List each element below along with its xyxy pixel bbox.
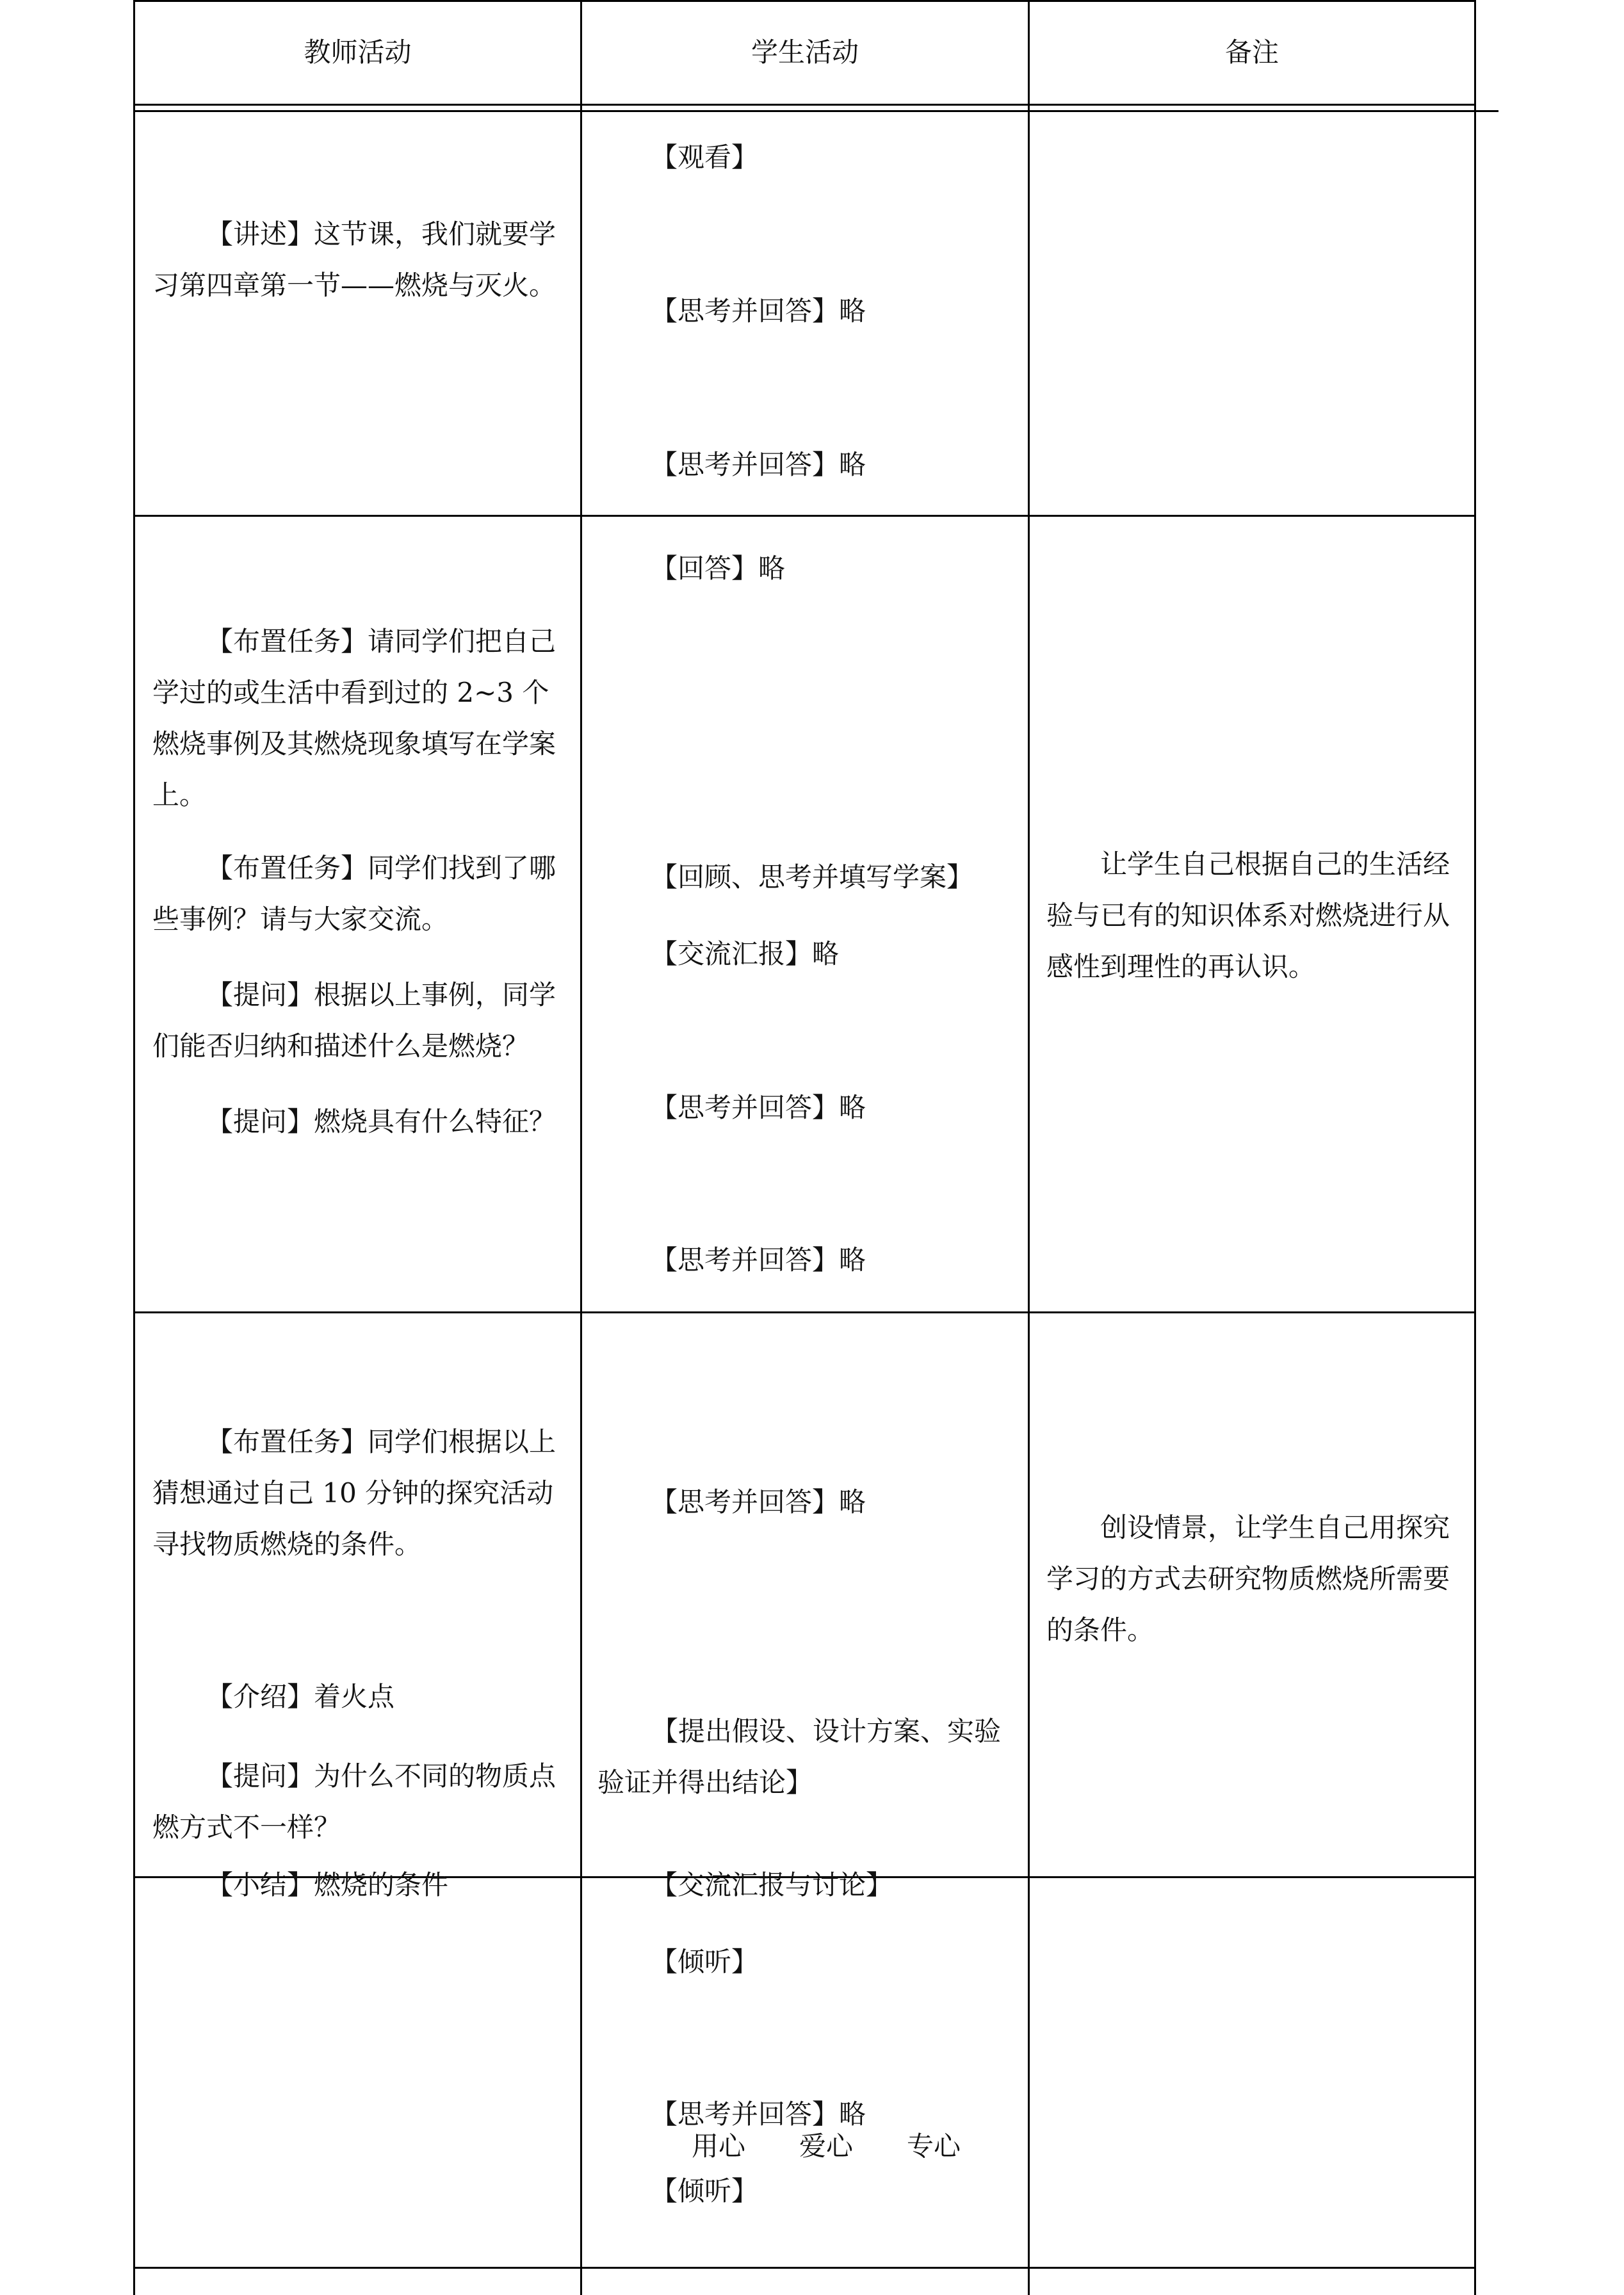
row3-student-think-answer: 【思考并回答】略 xyxy=(651,1486,866,1518)
header-divider-lower xyxy=(133,110,1498,112)
header-divider-upper xyxy=(133,104,1476,106)
row-divider-4 xyxy=(133,2267,1476,2269)
row3-notes: 创设情景，让学生自己用探究学习的方式去研究物质燃烧所需要的条件。 xyxy=(1046,1512,1450,1646)
header-student-activity: 学生活动 xyxy=(751,36,859,68)
footer-motto: 用心 爱心 专心 xyxy=(692,2130,961,2162)
row1-student-think-answer-1: 【思考并回答】略 xyxy=(651,295,866,327)
header-notes: 备注 xyxy=(1224,36,1279,68)
column-divider-2 xyxy=(1028,0,1030,2295)
row1-teacher-lecture: 【讲述】这节课，我们就要学习第四章第一节——燃烧与灭火。 xyxy=(152,218,556,301)
row-divider-1 xyxy=(133,515,1476,517)
row4-student-discussion: 【交流汇报与讨论】 xyxy=(651,1869,893,1901)
column-divider-1 xyxy=(580,0,582,2295)
row3-teacher-question: 【提问】为什么不同的物质点燃方式不一样？ xyxy=(152,1760,556,1843)
row2-student-review: 【回顾、思考并填写学案】 xyxy=(651,861,974,893)
header-teacher-activity: 教师活动 xyxy=(304,36,412,68)
row2-teacher-question-1: 【提问】根据以上事例，同学们能否归纳和描述什么是燃烧？ xyxy=(152,979,556,1062)
row2-student-answer: 【回答】略 xyxy=(651,553,786,584)
table-right-border xyxy=(1474,0,1476,2295)
table-left-border xyxy=(133,0,135,2295)
row3-teacher-task: 【布置任务】同学们根据以上猜想通过自己 10 分钟的探究活动寻找物质燃烧的条件。 xyxy=(152,1426,556,1560)
row-divider-2 xyxy=(133,1311,1476,1313)
table-top-border xyxy=(133,0,1476,2)
row2-notes: 让学生自己根据自己的生活经验与已有的知识体系对燃烧进行从感性到理性的再认识。 xyxy=(1046,848,1450,982)
row4-student-think-answer: 【思考并回答】略 xyxy=(651,2098,866,2130)
row4-student-listen-2: 【倾听】 xyxy=(651,2175,759,2207)
row1-student-think-answer-2: 【思考并回答】略 xyxy=(651,449,866,480)
row3-teacher-introduce: 【介绍】着火点 xyxy=(206,1681,395,1712)
row4-teacher-summary: 【小结】燃烧的条件 xyxy=(206,1869,449,1901)
row4-student-listen-1: 【倾听】 xyxy=(651,1946,759,1977)
row2-student-think-answer-1: 【思考并回答】略 xyxy=(651,1092,866,1123)
row2-student-think-answer-2: 【思考并回答】略 xyxy=(651,1244,866,1276)
row1-student-watch: 【观看】 xyxy=(651,142,759,173)
row2-teacher-question-2: 【提问】燃烧具有什么特征？ xyxy=(206,1106,556,1137)
row2-student-report: 【交流汇报】略 xyxy=(651,938,840,969)
row2-teacher-task-1: 【布置任务】请同学们把自己学过的或生活中看到过的 2~3 个燃烧事例及其燃烧现象填写在学案上。 xyxy=(152,626,556,811)
row2-teacher-task-2: 【布置任务】同学们找到了哪些事例？请与大家交流。 xyxy=(152,852,556,935)
row3-student-experiment: 【提出假设、设计方案、实验验证并得出结论】 xyxy=(597,1715,1002,1798)
